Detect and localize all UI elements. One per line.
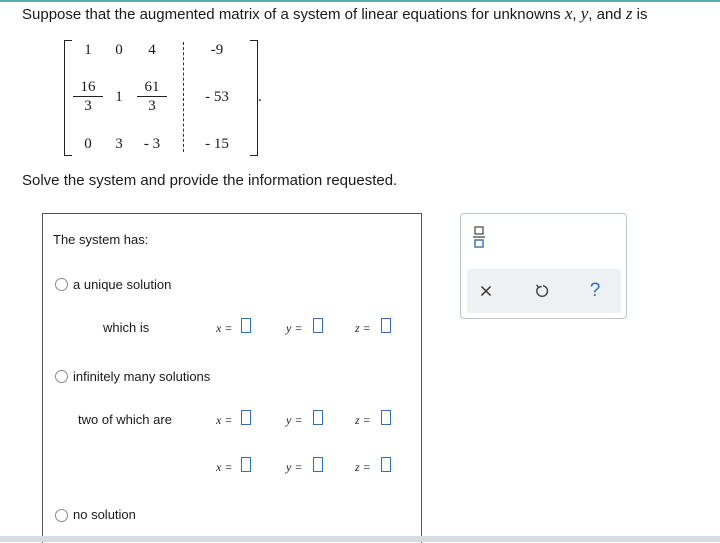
option-unique-label: a unique solution — [73, 277, 172, 292]
unique-z-input[interactable] — [381, 318, 391, 333]
option-infinite-label: infinitely many solutions — [73, 369, 211, 384]
x-label: x = — [216, 413, 233, 427]
unique-y-input[interactable] — [313, 318, 323, 333]
matrix-cell: -9 — [210, 42, 224, 58]
matrix-cell: 3 — [115, 136, 123, 152]
question-text — [22, 4, 647, 24]
matrix-cell: 4 — [148, 42, 156, 58]
panel-heading: The system has: — [53, 232, 149, 247]
radio-no-solution[interactable] — [55, 509, 68, 522]
top-rule — [0, 0, 720, 2]
fraction-numerator: 16 — [73, 78, 103, 97]
var-z: z — [625, 4, 633, 23]
matrix-cell: 1 — [115, 89, 123, 105]
question-sep1: , — [572, 6, 577, 23]
matrix-cell: 0 — [115, 42, 123, 58]
infinite-y1-input[interactable] — [313, 410, 323, 425]
matrix-cell: 0 — [84, 136, 92, 152]
x-label: x = — [216, 460, 233, 474]
var-y: y — [580, 4, 589, 23]
answer-panel — [42, 213, 422, 543]
fraction-icon — [473, 226, 485, 248]
infinite-z1-input[interactable] — [381, 410, 391, 425]
instruction-text: Solve the system and provide the information requested. — [22, 172, 398, 189]
augment-divider — [183, 42, 184, 152]
x-label: x = — [216, 321, 233, 335]
z-label: z = — [355, 321, 371, 335]
z-label: z = — [355, 460, 371, 474]
help-button[interactable] — [582, 278, 608, 304]
augmented-matrix — [64, 40, 270, 156]
infinite-x1-input[interactable] — [241, 410, 251, 425]
right-bracket — [250, 40, 258, 156]
question-prefix: Suppose that the augmented matrix of a system of linear equations for unknowns — [22, 6, 561, 23]
unique-caption: which is — [103, 320, 150, 335]
help-icon: ? — [589, 280, 601, 301]
infinite-z2-input[interactable] — [381, 457, 391, 472]
var-x: x — [564, 4, 573, 23]
fraction-denominator: 3 — [148, 98, 156, 114]
infinite-caption: two of which are — [78, 412, 172, 427]
infinite-y2-input[interactable] — [313, 457, 323, 472]
fraction-denominator: 3 — [84, 98, 92, 114]
z-label: z = — [355, 413, 371, 427]
matrix-period: . — [258, 89, 262, 105]
matrix-cell: 1 — [84, 42, 92, 58]
radio-unique-solution[interactable] — [55, 278, 68, 291]
question-suffix: is — [636, 6, 648, 23]
matrix-fraction — [137, 78, 167, 115]
matrix-cell: - 3 — [143, 136, 161, 152]
bottom-rule — [0, 536, 720, 542]
option-none-label: no solution — [73, 507, 136, 522]
math-toolbar — [460, 213, 627, 319]
clear-icon — [480, 285, 492, 297]
y-label: y = — [286, 413, 303, 427]
toolbar-actions — [467, 269, 621, 313]
undo-icon — [534, 283, 550, 299]
radio-infinite-solutions[interactable] — [55, 370, 68, 383]
unique-x-input[interactable] — [241, 318, 251, 333]
left-bracket — [64, 40, 72, 156]
y-label: y = — [286, 460, 303, 474]
matrix-cell: - 15 — [205, 136, 229, 152]
question-sep2: , and — [588, 6, 622, 23]
clear-button[interactable] — [473, 278, 499, 304]
matrix-fraction — [73, 78, 103, 115]
infinite-x2-input[interactable] — [241, 457, 251, 472]
undo-button[interactable] — [529, 278, 555, 304]
fraction-numerator: 61 — [137, 78, 167, 97]
fraction-button[interactable] — [466, 224, 492, 250]
matrix-cell: - 53 — [205, 89, 229, 105]
y-label: y = — [286, 321, 303, 335]
